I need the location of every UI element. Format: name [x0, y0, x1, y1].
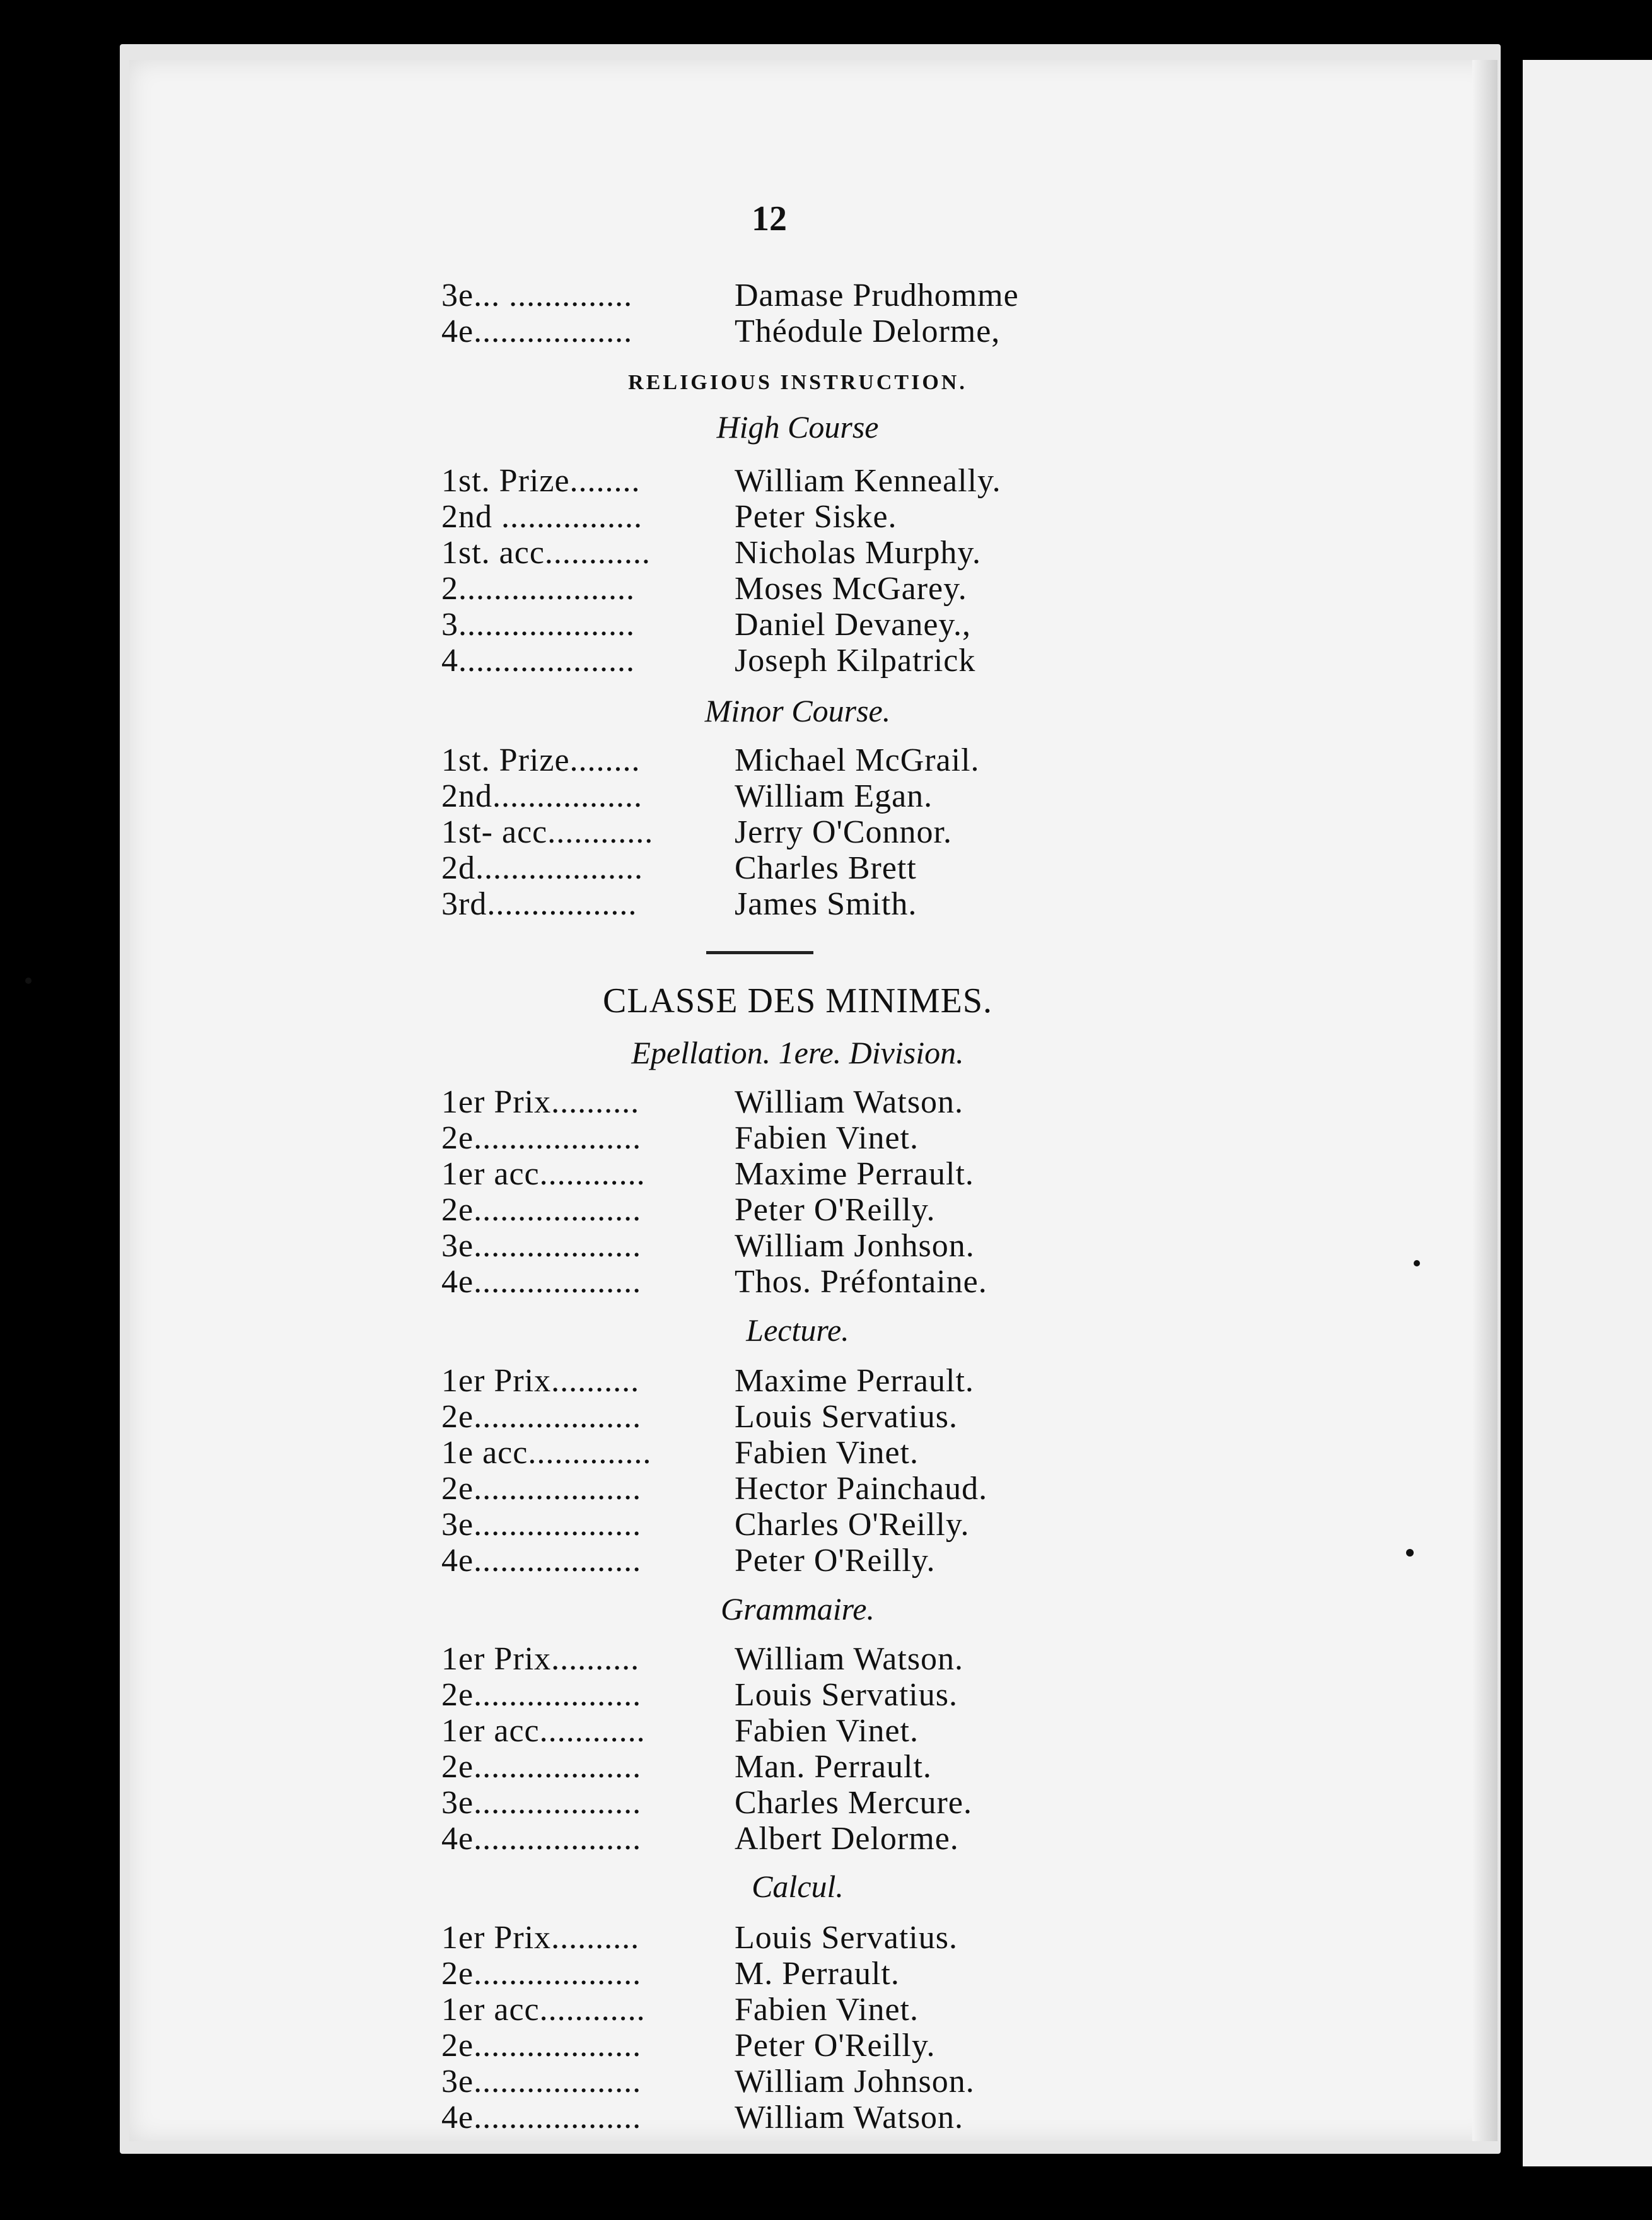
student-name: Peter O'Reilly.: [735, 2028, 936, 2064]
list-item: [441, 1642, 1236, 1677]
student-name: Fabien Vinet.: [735, 1992, 919, 2028]
rank-label: 1er acc............: [441, 1713, 646, 1749]
student-name: Hector Painchaud.: [735, 1471, 988, 1507]
student-name: Théodule Delorme,: [735, 313, 1001, 349]
student-name: William Johnson.: [735, 2064, 975, 2100]
student-name: M. Perrault.: [735, 1956, 900, 1992]
list-item: [441, 1471, 1236, 1507]
list-item: [441, 1821, 1236, 1857]
student-name: Maxime Perrault.: [735, 1363, 974, 1399]
rank-label: 2nd ................: [441, 499, 643, 535]
rank-label: 3e...................: [441, 1507, 642, 1543]
list-item: [441, 314, 1236, 349]
rank-label: 1er acc............: [441, 1992, 646, 2028]
student-name: Nicholas Murphy.: [735, 535, 982, 571]
student-name: Maxime Perrault.: [735, 1156, 974, 1192]
rank-label: 2d...................: [441, 850, 643, 886]
list-item: [441, 1956, 1236, 1992]
section-divider: [706, 951, 813, 954]
student-name: William Egan.: [735, 778, 933, 814]
list-item: [441, 1399, 1236, 1435]
student-name: Moses McGarey.: [735, 571, 967, 607]
rank-label: 2e...................: [441, 1677, 642, 1713]
list-item: [441, 2028, 1236, 2064]
subheading: Minor Course.: [704, 693, 891, 728]
rank-label: 1st- acc............: [441, 814, 654, 850]
section-heading: CLASSE DES MINIMES.: [603, 981, 992, 1020]
subheading: Lecture.: [746, 1312, 849, 1348]
student-name: Charles Mercure.: [735, 1785, 972, 1821]
list-item: [441, 500, 1236, 535]
student-name: James Smith.: [735, 886, 917, 922]
rank-label: 2e...................: [441, 2028, 642, 2064]
list-item: [441, 643, 1236, 679]
list-item: [441, 464, 1236, 499]
rank-label: 1er Prix..........: [441, 1363, 640, 1399]
list-item: [441, 1785, 1236, 1821]
list-item: [441, 1085, 1236, 1120]
student-name: Michael McGrail.: [735, 742, 980, 778]
rank-label: 2e...................: [441, 1749, 642, 1785]
rank-label: 1st. Prize........: [441, 463, 641, 499]
rank-label: 1e acc..............: [441, 1435, 652, 1471]
list-item: [441, 535, 1236, 571]
rank-label: 1er acc............: [441, 1156, 646, 1192]
list-item: [441, 1193, 1236, 1228]
list-item: [441, 1750, 1236, 1785]
student-name: Louis Servatius.: [735, 1677, 958, 1713]
rank-label: 2e...................: [441, 1120, 642, 1156]
list-item: [441, 1714, 1236, 1749]
rank-label: 2e...................: [441, 1399, 642, 1435]
student-name: Joseph Kilpatrick: [735, 643, 976, 679]
student-name: Thos. Préfontaine.: [735, 1264, 987, 1300]
list-item: [441, 2064, 1236, 2100]
rank-label: 4e..................: [441, 313, 633, 349]
rank-label: 2e...................: [441, 1471, 642, 1507]
student-name: Peter Siske.: [735, 499, 897, 535]
subheading: Grammaire.: [721, 1591, 875, 1627]
student-name: Damase Prudhomme: [735, 278, 1019, 313]
list-item: [441, 1229, 1236, 1264]
list-item: [441, 1435, 1236, 1471]
list-item: [441, 1992, 1236, 2028]
student-name: William Watson.: [735, 2100, 964, 2135]
list-item: [441, 1678, 1236, 1713]
student-name: Charles O'Reilly.: [735, 1507, 970, 1543]
rank-label: 4e...................: [441, 1264, 642, 1300]
rank-label: 2nd.................: [441, 778, 643, 814]
student-name: Louis Servatius.: [735, 1920, 958, 1956]
subheading: Calcul.: [752, 1869, 844, 1904]
rank-label: 3e...................: [441, 1785, 642, 1821]
list-item: [441, 1920, 1236, 1956]
subheading: High Course: [716, 409, 879, 445]
rank-label: 2e...................: [441, 1192, 642, 1228]
rank-label: 2e...................: [441, 1956, 642, 1992]
rank-label: 3e...................: [441, 2064, 642, 2100]
list-item: [441, 1543, 1236, 1579]
student-name: Peter O'Reilly.: [735, 1543, 936, 1579]
student-name: Fabien Vinet.: [735, 1435, 919, 1471]
rank-label: 1er Prix..........: [441, 1920, 640, 1956]
list-item: [441, 815, 1236, 850]
list-item: [441, 1265, 1236, 1300]
student-name: Jerry O'Connor.: [735, 814, 953, 850]
list-item: [441, 278, 1236, 313]
rank-label: 4e...................: [441, 2100, 642, 2135]
list-item: [441, 571, 1236, 607]
student-name: Fabien Vinet.: [735, 1713, 919, 1749]
rank-label: 1st. Prize........: [441, 742, 641, 778]
student-name: William Jonhson.: [735, 1228, 975, 1264]
student-name: William Watson.: [735, 1084, 964, 1120]
student-name: Peter O'Reilly.: [735, 1192, 936, 1228]
list-item: [441, 779, 1236, 814]
student-name: William Watson.: [735, 1641, 964, 1677]
rank-label: 1er Prix..........: [441, 1084, 640, 1120]
rank-label: 1er Prix..........: [441, 1641, 640, 1677]
list-item: [441, 743, 1236, 778]
list-item: [441, 1121, 1236, 1156]
rank-label: 4....................: [441, 643, 635, 679]
student-name: Daniel Devaney.,: [735, 607, 972, 643]
student-name: Louis Servatius.: [735, 1399, 958, 1435]
subheading: Epellation. 1ere. Division.: [631, 1035, 964, 1070]
list-item: [441, 607, 1236, 643]
list-item: [441, 1157, 1236, 1192]
student-name: William Kenneally.: [735, 463, 1001, 499]
section-heading: RELIGIOUS INSTRUCTION.: [628, 371, 967, 394]
rank-label: 2....................: [441, 571, 635, 607]
rank-label: 3e... ..............: [441, 278, 633, 313]
student-name: Man. Perrault.: [735, 1749, 932, 1785]
rank-label: 3rd.................: [441, 886, 637, 922]
list-item: [441, 1507, 1236, 1543]
page-number: 12: [752, 199, 787, 238]
list-item: [441, 851, 1236, 886]
rank-label: 4e...................: [441, 1543, 642, 1579]
rank-label: 3....................: [441, 607, 635, 643]
rank-label: 1st. acc............: [441, 535, 651, 571]
student-name: Charles Brett: [735, 850, 917, 886]
student-name: Albert Delorme.: [735, 1821, 959, 1857]
list-item: [441, 1364, 1236, 1399]
student-name: Fabien Vinet.: [735, 1120, 919, 1156]
list-item: [441, 2100, 1236, 2135]
rank-label: 4e...................: [441, 1821, 642, 1857]
rank-label: 3e...................: [441, 1228, 642, 1264]
list-item: [441, 887, 1236, 922]
